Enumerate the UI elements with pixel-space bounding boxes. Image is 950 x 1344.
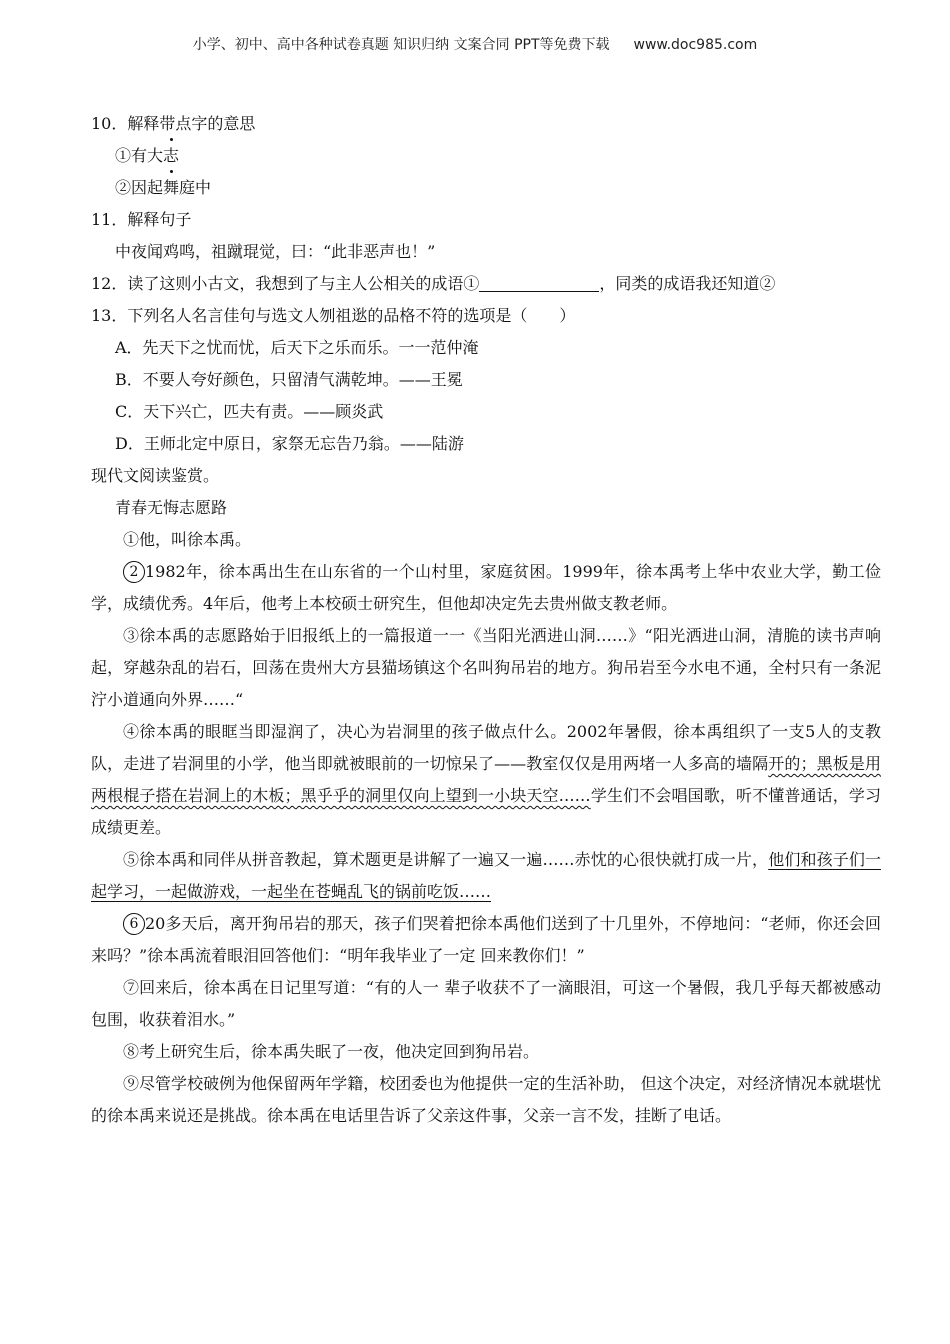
q13-option-a: A．先天下之忧而忧，后天下之乐而乐。一一范仲淹 [115,338,479,357]
q10-item-1 [91,140,881,172]
article-paragraph-1: ①他，叫徐本禹。 [123,530,252,549]
paragraph-6-number: 6 [123,913,145,935]
article-paragraph-3: ③徐本禹的志愿路始于旧报纸上的一篇报道一一《当阳光洒进山洞……》“阳光洒进山洞，清脆的读书声响起，穿越杂乱的岩石，回荡在贵州大方县猫场镇这个名叫狗吊岩的地方。狗吊岩至今水电不通，全村只有一条泥泞小道通向外界……“ [91,626,881,709]
q10-item-1-text: ①有大 [115,146,164,165]
q11-sentence: 中夜闻鸡鸣，祖蹴琨觉，曰：“此非恶声也！” [115,242,436,261]
article-title: 青春无悔志愿路 [115,498,228,517]
paragraph-2-text: 1982年，徐本禹出生在山东省的一个山村里，家庭贫困。1999年，徐本禹考上华中农业大学，勤工俭学，成绩优秀。4年后，他考上本校硕士研究生，但他却决定先去贵州做支教老师。 [91,562,881,613]
q13-option-b: B．不要人夸好颜色，只留清气满乾坤。——王冕 [115,370,463,389]
article-paragraph-9: ⑨尽管学校破例为他保留两年学籍，校团委也为他提供一定的生活补助， 但这个决定，对经济情况本就堪忧的徐本禹来说还是挑战。徐本禹在电话里告诉了父亲这件事，父亲一言不发，挂断了电话。 [91,1074,881,1125]
article-paragraph-2 [91,556,881,620]
header-text: 小学、初中、高中各种试卷真题 知识归纳 文案合同 PPT等免费下载 [192,37,610,53]
paragraph-6-text: 20多天后，离开狗吊岩的那天，孩子们哭着把徐本禹他们送到了十几里外，不停地问：“老师，你还会回来吗？”徐本禹流着眼泪回答他们：“明年我毕业了一定 回来教你们！” [91,914,881,965]
article-paragraph-5 [91,844,881,908]
q13-option-c: C．天下兴亡，匹夫有责。——顾炎武 [115,402,384,421]
q13-title: 13．下列名人名言佳句与选文人刎祖逖的品格不符的选项是（ ） [91,306,576,325]
paragraph-5-text: ⑤徐本禹和同伴从拼音教起，算术题更是讲解了一遍又一遍……赤忱的心很快就打成一片， [123,850,769,869]
q10-item-2 [91,172,881,204]
paragraph-4-text-post: 学生们不会唱国歌，听不懂普通话，学习成绩更差。 [91,786,881,837]
page-header [0,34,950,54]
q10-title: 10．解释带点字的意思 [91,114,256,133]
q12 [91,268,881,300]
document-body [91,108,881,1132]
q12-text-pre: 12．读了这则小古文，我想到了与主人公相关的成语① [91,274,480,293]
article-paragraph-8: ⑧考上研究生后，徐本禹失眠了一夜，他决定回到狗吊岩。 [123,1042,540,1061]
paragraph-5-underlined: 他们和孩子们一起学习，一起做游戏，一起坐在苍蝇乱飞的锅前吃饭…… [91,850,881,901]
q13-option-d: D．王师北定中原日，家祭无忘告乃翁。——陆游 [115,434,464,453]
article-paragraph-6 [91,908,881,972]
paragraph-2-number: 2 [123,561,145,583]
q12-answer-blank[interactable] [479,273,599,292]
header-site: www.doc985.com [633,37,758,53]
paragraph-4-text-pre: ④徐本禹的眼眶当即湿润了，决心为岩洞里的孩子做点什么。2002年暑假，徐本禹组织了一支5人的支教队，走进了岩洞里的小学，他当即就被眼前的一切惊呆了——教室仅仅是用两堵一人多高的墙隔 [91,722,881,773]
article-paragraph-7: ⑦回来后，徐本禹在日记里写道：“有的人一 辈子收获不了一滴眼泪，可这一个暑假，我几乎每天都被感动包围，收获着泪水。” [91,978,881,1029]
paragraph-4-wavy-underlined: 开的；黑板是用两根棍子搭在岩洞上的木板；黑乎乎的洞里仅向上望到一小块天空…… [91,754,881,805]
q12-text-post: ，同类的成语我还知道② [599,274,776,293]
q10-item-1-dotted-char: 志 [163,140,179,172]
article-paragraph-4 [91,716,881,844]
q10-item-2-text: ②因起 [115,178,164,197]
q11-title: 11．解释句子 [91,210,192,229]
q10-item-2-rest: 庭中 [179,178,212,197]
q10-item-2-dotted-char: 舞 [163,172,179,204]
section-heading: 现代文阅读鉴赏。 [91,466,220,485]
